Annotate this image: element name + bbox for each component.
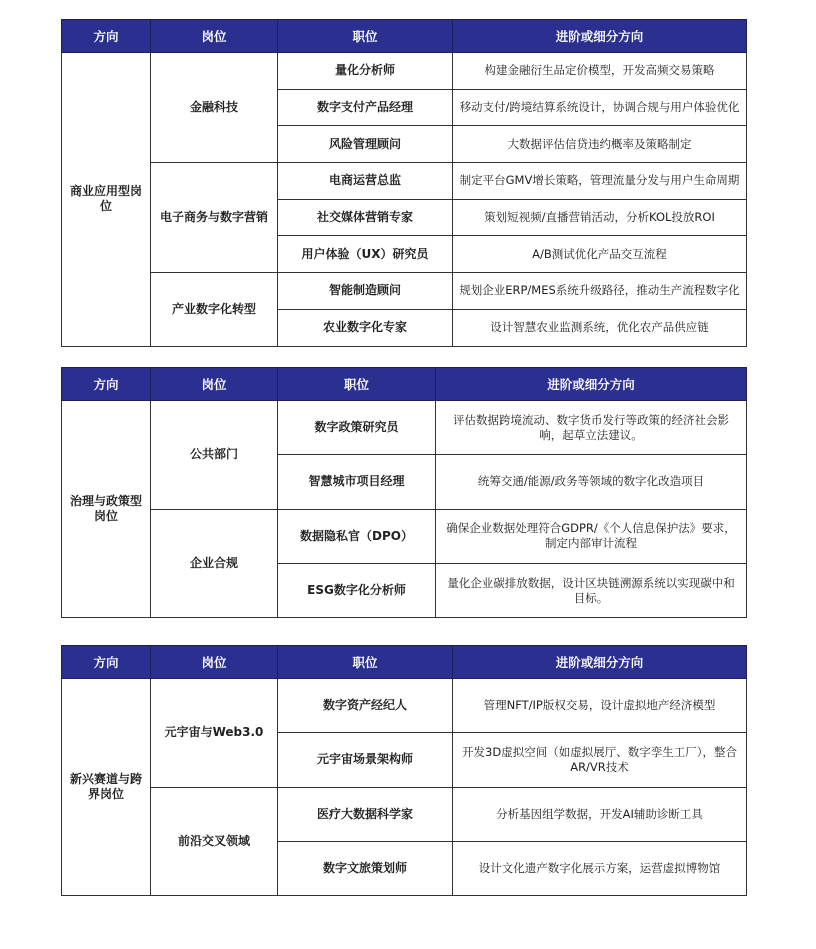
direction-cell: 治理与政策型岗位 (62, 401, 151, 618)
position-cell: 电商运营总监 (278, 163, 453, 200)
table-header-row (62, 20, 747, 53)
category-cell: 企业合规 (151, 509, 278, 618)
path-cell: 分析基因组学数据，开发AI辅助诊断工具 (453, 787, 747, 841)
position-cell: 数据隐私官（DPO） (278, 509, 436, 563)
direction-cell: 商业应用型岗位 (62, 53, 151, 347)
header-position: 职位 (278, 646, 453, 679)
position-cell: 数字支付产品经理 (278, 89, 453, 126)
path-cell: 移动支付/跨境结算系统设计，协调合规与用户体验优化 (453, 89, 747, 126)
path-cell: 设计文化遗产数字化展示方案，运营虚拟博物馆 (453, 841, 747, 895)
path-cell: 统筹交通/能源/政务等领域的数字化改造项目 (436, 455, 747, 509)
table-row (62, 679, 747, 733)
career-table-business (61, 19, 747, 347)
header-path: 进阶或细分方向 (453, 646, 747, 679)
direction-cell: 新兴赛道与跨界岗位 (62, 679, 151, 896)
position-cell: 量化分析师 (278, 53, 453, 90)
path-cell: A/B测试优化产品交互流程 (453, 236, 747, 273)
career-table-emerging (61, 645, 747, 896)
position-cell: 农业数字化专家 (278, 309, 453, 346)
category-cell: 公共部门 (151, 401, 278, 510)
header-direction: 方向 (62, 368, 151, 401)
position-cell: 风险管理顾问 (278, 126, 453, 163)
path-cell: 设计智慧农业监测系统，优化农产品供应链 (453, 309, 747, 346)
header-category: 岗位 (151, 20, 278, 53)
table-row (62, 787, 747, 841)
category-cell: 产业数字化转型 (151, 273, 278, 346)
header-path: 进阶或细分方向 (436, 368, 747, 401)
position-cell: ESG数字化分析师 (278, 563, 436, 617)
position-cell: 医疗大数据科学家 (278, 787, 453, 841)
path-cell: 评估数据跨境流动、数字货币发行等政策的经济社会影响，起草立法建议。 (436, 401, 747, 455)
path-cell: 规划企业ERP/MES系统升级路径，推动生产流程数字化 (453, 273, 747, 310)
path-cell: 构建金融衍生品定价模型，开发高频交易策略 (453, 53, 747, 90)
header-direction: 方向 (62, 646, 151, 679)
table-row (62, 509, 747, 563)
position-cell: 智能制造顾问 (278, 273, 453, 310)
position-cell: 社交媒体营销专家 (278, 199, 453, 236)
path-cell: 开发3D虚拟空间（如虚拟展厅、数字孪生工厂），整合AR/VR技术 (453, 733, 747, 787)
header-path: 进阶或细分方向 (453, 20, 747, 53)
header-position: 职位 (278, 20, 453, 53)
table-header-row (62, 646, 747, 679)
path-cell: 大数据评估信贷违约概率及策略制定 (453, 126, 747, 163)
position-cell: 元宇宙场景架构师 (278, 733, 453, 787)
header-position: 职位 (278, 368, 436, 401)
position-cell: 智慧城市项目经理 (278, 455, 436, 509)
path-cell: 策划短视频/直播营销活动，分析KOL投放ROI (453, 199, 747, 236)
path-cell: 制定平台GMV增长策略，管理流量分发与用户生命周期 (453, 163, 747, 200)
position-cell: 用户体验（UX）研究员 (278, 236, 453, 273)
position-cell: 数字资产经纪人 (278, 679, 453, 733)
category-cell: 前沿交叉领域 (151, 787, 278, 896)
category-cell: 金融科技 (151, 53, 278, 163)
path-cell: 量化企业碳排放数据，设计区块链溯源系统以实现碳中和目标。 (436, 563, 747, 617)
header-direction: 方向 (62, 20, 151, 53)
category-cell: 电子商务与数字营销 (151, 163, 278, 273)
header-category: 岗位 (151, 646, 278, 679)
position-cell: 数字文旅策划师 (278, 841, 453, 895)
career-table-governance (61, 367, 747, 618)
position-cell: 数字政策研究员 (278, 401, 436, 455)
table-row (62, 53, 747, 90)
path-cell: 管理NFT/IP版权交易，设计虚拟地产经济模型 (453, 679, 747, 733)
table-row (62, 273, 747, 310)
header-category: 岗位 (151, 368, 278, 401)
table-row (62, 401, 747, 455)
path-cell: 确保企业数据处理符合GDPR/《个人信息保护法》要求，制定内部审计流程 (436, 509, 747, 563)
category-cell: 元宇宙与Web3.0 (151, 679, 278, 788)
table-row (62, 163, 747, 200)
table-header-row (62, 368, 747, 401)
